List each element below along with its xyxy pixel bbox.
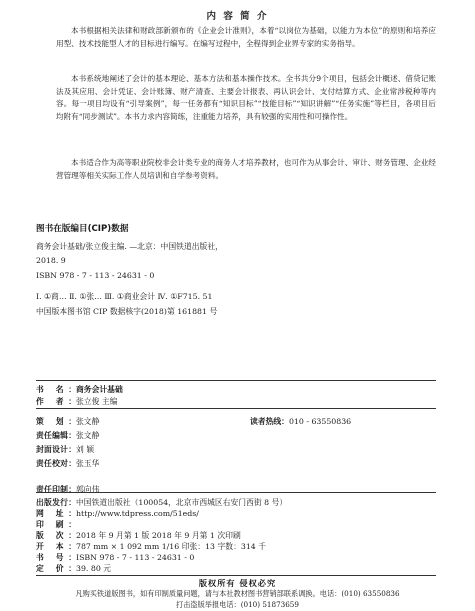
edition-value: 2018 年 9 月第 1 版 2018 年 9 月第 1 次印刷 [76, 531, 241, 540]
proofreader-value: 张玉华 [76, 459, 100, 468]
copyright-notice: 凡购买铁道版图书，如有印制质量问题，请与本社教材图书营销部联系调换。电话：(010) 63550836 [75, 589, 400, 598]
piracy-hotline: 打击盗版举报电话：(010) 51873659 [176, 600, 299, 609]
editor-value: 张文静 [76, 431, 100, 440]
divider [36, 492, 436, 493]
editor-label: 责任编辑： [36, 431, 76, 440]
cip-line: Ⅰ. ①商… Ⅱ. ①张… Ⅲ. ①商业会计 Ⅳ. ①F715. 51 [36, 292, 213, 301]
author-label: 作 者： [36, 397, 76, 406]
print-supervisor-row [36, 484, 99, 495]
divider [36, 575, 436, 576]
copyright-title: 版权所有 侵权必究 [198, 578, 277, 588]
edition-label: 版 次： [36, 531, 76, 540]
divider [36, 380, 436, 381]
printer-row [36, 519, 76, 530]
reader-hotline-value: 010 - 63550836 [288, 417, 352, 426]
format-row [36, 541, 266, 552]
print-supervisor-value: 郭向伟 [76, 485, 100, 494]
intro-paragraph-1: 本书根据相关法律和财政部新颁布的《企业会计准则》，本着“以岗位为基础，以能力为本位”的原则和培养应用型、技术技能型人才的目标进行编写。在编写过程中，全程得到企业界专家的实务指导。 [56, 26, 436, 48]
cip-line: 2018. 9 [36, 256, 66, 265]
author-value: 张立俊 主编 [76, 397, 118, 406]
isbn-row [36, 552, 194, 563]
website-label: 网 址： [36, 509, 76, 518]
publisher-value: 中国铁道出版社（100054，北京市西城区右安门西街 8 号） [76, 498, 288, 507]
format-value: 787 mm × 1 092 mm 1/16 印张：13 字数：314 千 [76, 542, 267, 551]
print-supervisor-label: 责任印制： [36, 485, 76, 494]
planning-value: 张文静 [76, 417, 100, 426]
planning-row [36, 416, 99, 427]
divider [36, 408, 436, 409]
book-title-value: 商务会计基础 [76, 385, 123, 394]
isbn-label: 书 号： [36, 553, 76, 562]
reader-hotline-label: 读者热线： [250, 417, 289, 426]
website-row [36, 508, 199, 519]
price-label: 定 价： [36, 564, 76, 573]
book-title-row [36, 384, 123, 395]
edition-row [36, 530, 241, 541]
intro-title: 内 容 简 介 [206, 11, 269, 22]
cip-line: ISBN 978 - 7 - 113 - 24631 - 0 [36, 271, 155, 280]
publisher-row [36, 497, 287, 508]
author-row [36, 396, 117, 407]
proofreader-label: 责任校对： [36, 459, 76, 468]
reader-hotline-row [250, 416, 351, 427]
book-title-label: 书 名： [36, 385, 76, 394]
cip-line: 中国版本图书馆 CIP 数据核字(2018)第 161881 号 [36, 307, 218, 316]
cip-title: 图书在版编目(CIP)数据 [36, 224, 129, 234]
printer-label: 印 刷： [36, 520, 76, 529]
isbn-value: ISBN 978 - 7 - 113 - 24631 - 0 [76, 553, 195, 562]
cover-design-value: 刘 颖 [76, 445, 95, 454]
price-row [36, 563, 111, 574]
publisher-label: 出版发行： [36, 498, 76, 507]
format-label: 开 本： [36, 542, 76, 551]
proofreader-row [36, 458, 99, 469]
cover-design-label: 封面设计： [36, 445, 76, 454]
editor-row [36, 430, 99, 441]
intro-paragraph-3: 本书适合作为高等职业院校非会计类专业的商务人才培养教材，也可作为从事会计、审计、财务管理、企业经营管理等相关实际工作人员培训和自学参考资料。 [56, 158, 436, 180]
cip-line: 商务会计基础/张立俊主编. —北京：中国铁道出版社， [36, 242, 223, 251]
website-value: http://www.tdpress.com/51eds/ [76, 509, 199, 518]
price-value: 39. 80 元 [76, 564, 112, 573]
cover-design-row [36, 444, 94, 455]
intro-paragraph-2: 本书系统地阐述了会计的基本理论、基本方法和基本操作技术。全书共分9个项目，包括会计概述、借贷记账法及其应用、会计凭证、会计账簿、财产清查、主要会计报表、再认识会计、支付结算方式、企业常涉税种等内容。每一项目均设有“引导案例”，每一任务都有“知识目标”“技能目标”“知识讲解”“任务实施”等栏目，各项目后均附有“同步测试”。本书力求内容简练，注重能力培养，具有较强的实用性和可操作性。 [56, 74, 436, 121]
planning-label: 策 划： [36, 417, 76, 426]
